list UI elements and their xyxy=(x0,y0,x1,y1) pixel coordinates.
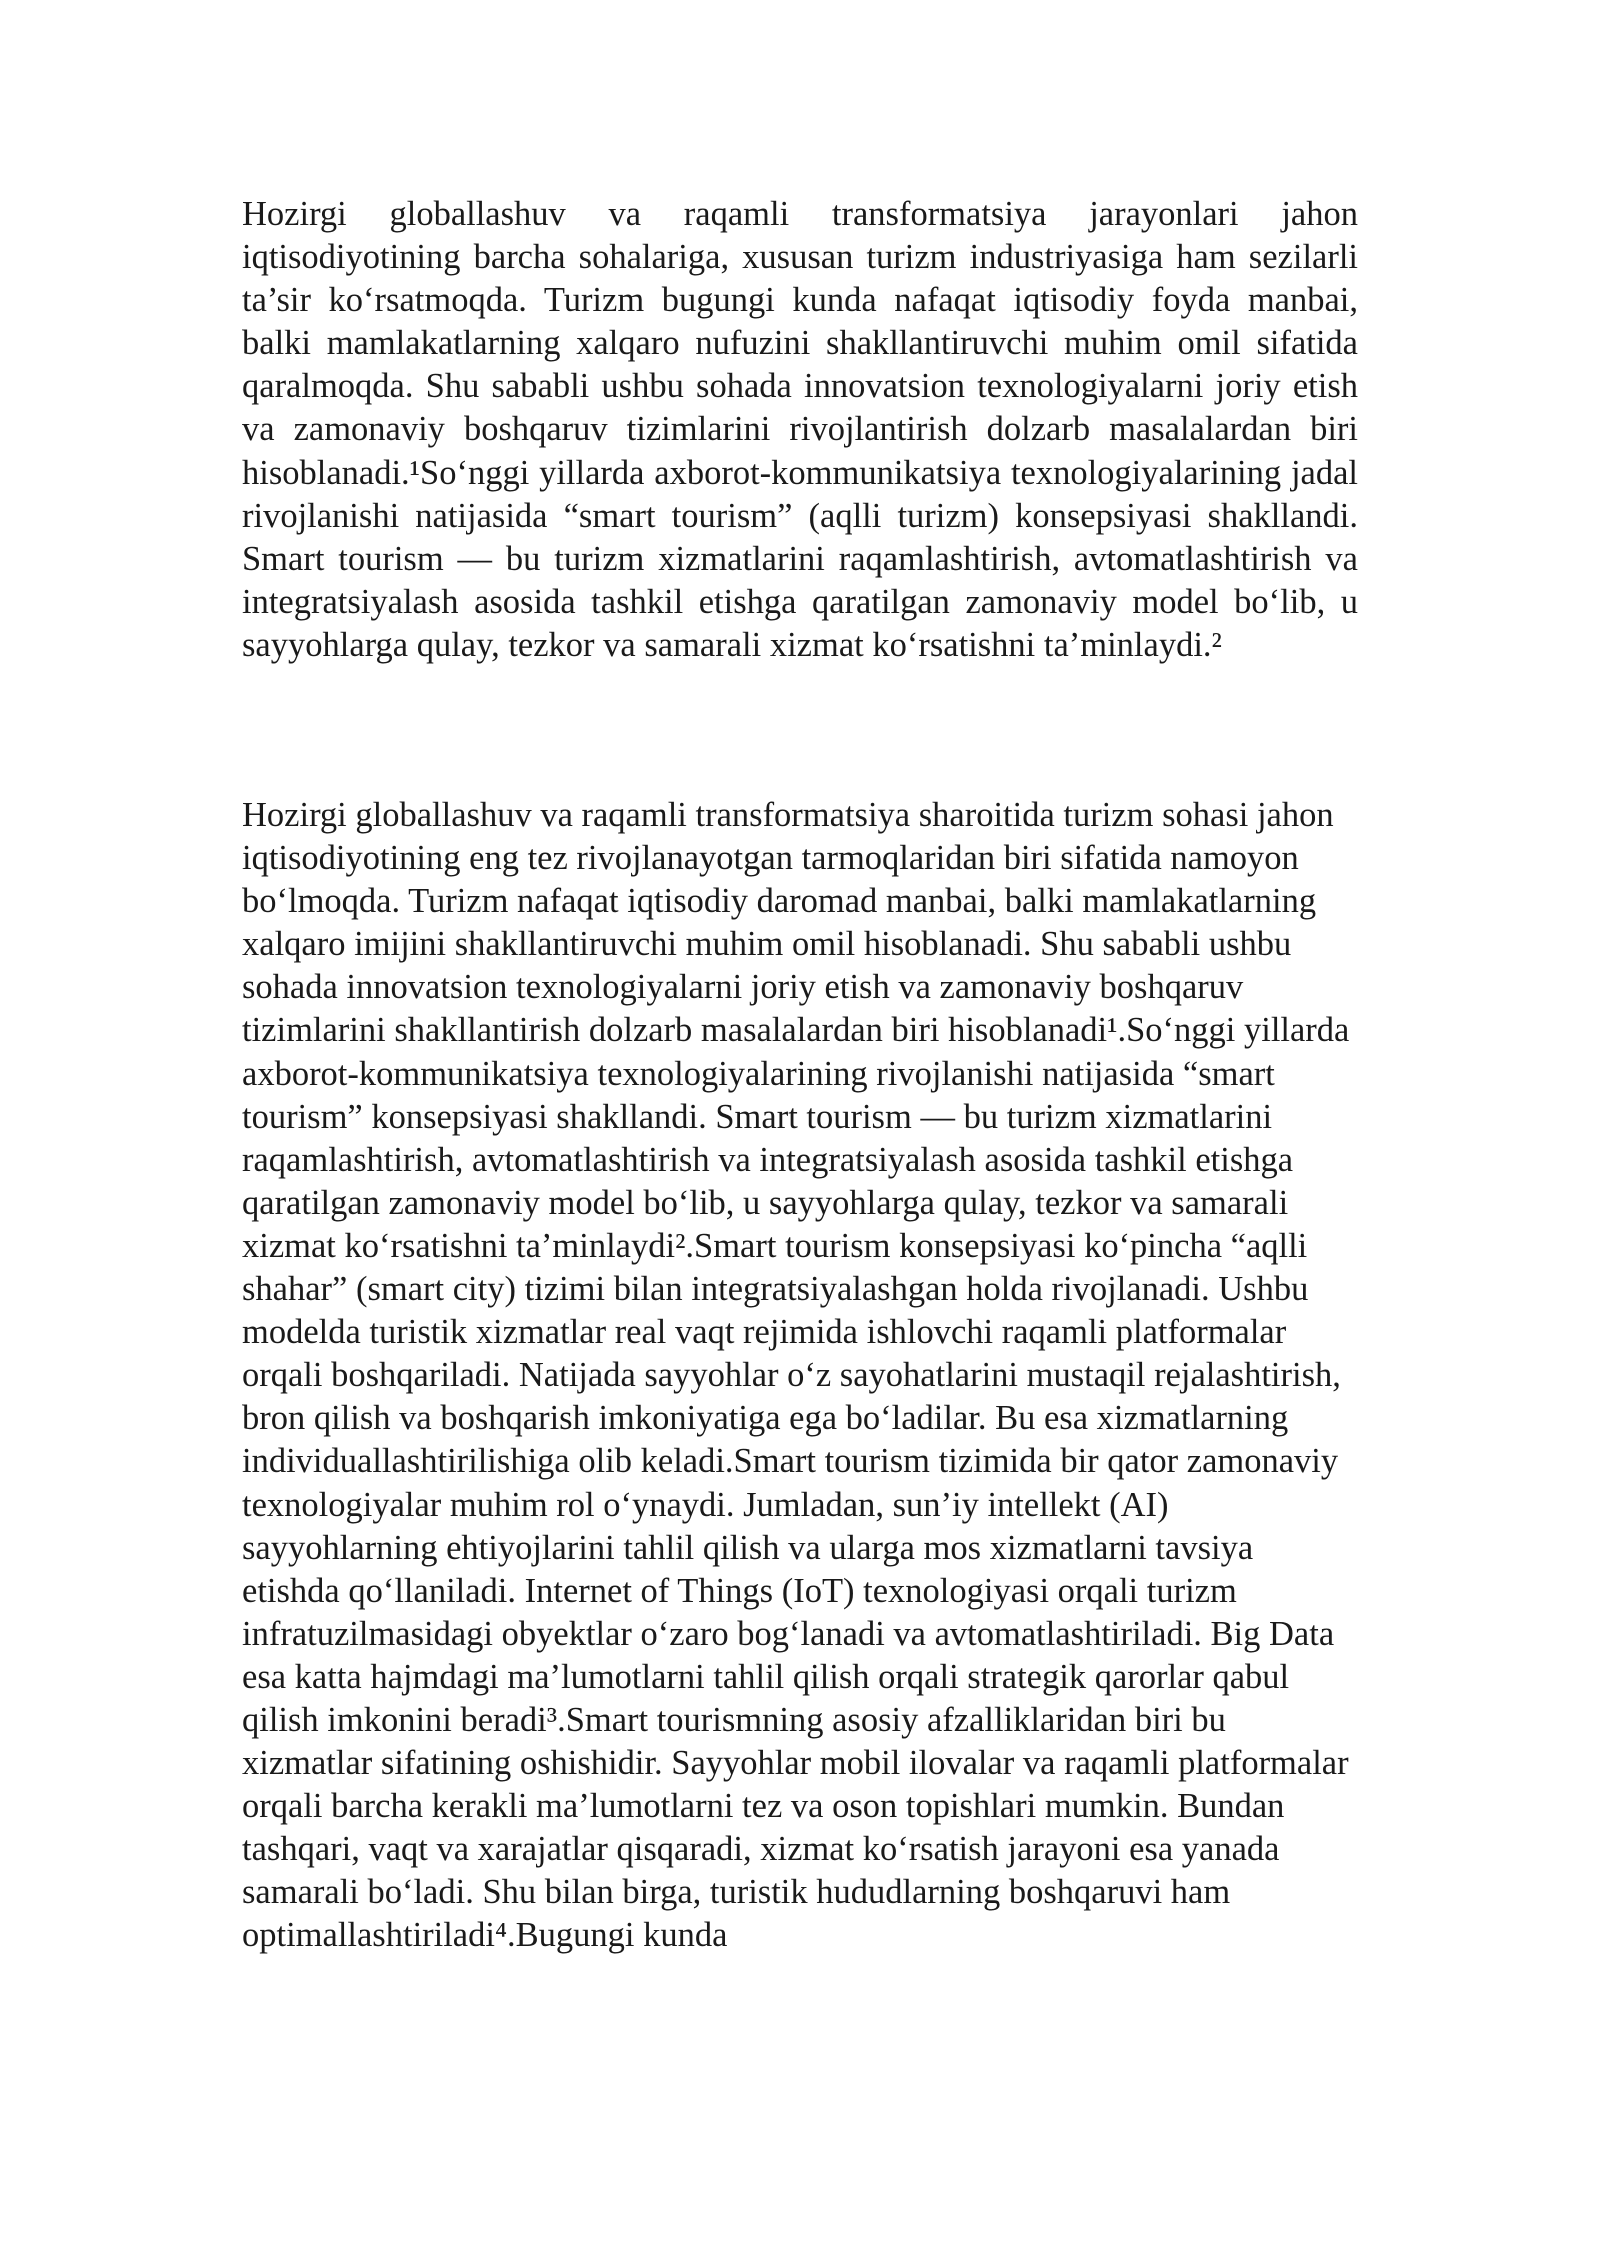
paragraph-intro: Hozirgi globallashuv va raqamli transformatsiya jarayonlari jahon iqtisodiyotining barcha sohalariga, xususan turizm industriyasiga ham sezilarli ta’sir ko‘rsatmoqda. Turizm bugungi kunda nafaqat iqtisodiy foyda manbai, balki mamlakatlarning xalqaro nufuzini shakllantiruvchi muhim omil sifatida qaralmoqda. Shu sababli ushbu sohada innovatsion texnologiyalarni joriy etish va zamonaviy boshqaruv tizimlarini rivojlantirish dolzarb masalalardan biri hisoblanadi.¹So‘nggi yillarda axborot-kommunikatsiya texnologiyalarining jadal rivojlanishi natijasida “smart tourism” (aqlli turizm) konsepsiyasi shakllandi. Smart tourism — bu turizm xizmatlarini raqamlashtirish, avtomatlashtirish va integratsiyalash asosida tashkil etishga qaratilgan zamonaviy model bo‘lib, u sayyohlarga qulay, tezkor va samarali xizmat ko‘rsatishni ta’minlaydi.² xyxy=(242,195,1358,664)
paragraph-main: Hozirgi globallashuv va raqamli transformatsiya sharoitida turizm sohasi jahon iqtisodiyotining eng tez rivojlanayotgan tarmoqlaridan biri sifatida namoyon bo‘lmoqda. Turizm nafaqat iqtisodiy daromad manbai, balki mamlakatlarning xalqaro imijini shakllantiruvchi muhim omil hisoblanadi. Shu sababli ushbu sohada innovatsion texnologiyalarni joriy etish va zamonaviy boshqaruv tizimlarini shakllantirish dolzarb masalalardan biri hisoblanadi¹.So‘nggi yillarda axborot-kommunikatsiya texnologiyalarining rivojlanishi natijasida “smart tourism” konsepsiyasi shakllandi. Smart tourism — bu turizm xizmatlarini raqamlashtirish, avtomatlashtirish va integratsiyalash asosida tashkil etishga qaratilgan zamonaviy model bo‘lib, u sayyohlarga qulay, tezkor va samarali xizmat ko‘rsatishni ta’minlaydi².Smart tourism konsepsiyasi ko‘pincha “aqlli shahar” (smart city) tizimi bilan integratsiyalashgan holda rivojlanadi. Ushbu modelda turistik xizmatlar real vaqt rejimida ishlovchi raqamli platformalar orqali boshqariladi. Natijada sayyohlar o‘z sayohatlarini mustaqil rejalashtirish, bron qilish va boshqarish imkoniyatiga ega bo‘ladilar. Bu esa xizmatlarning individuallashtirilishiga olib keladi.Smart tourism tizimida bir qator zamonaviy texnologiyalar muhim rol o‘ynaydi. Jumladan, sun’iy intellekt (AI) sayyohlarning ehtiyojlarini tahlil qilish va ularga mos xizmatlarni tavsiya etishda qo‘llaniladi. Internet of Things (IoT) texnologiyasi orqali turizm infratuzilmasidagi obyektlar o‘zaro bog‘lanadi va avtomatlashtiriladi. Big Data esa katta hajmdagi ma’lumotlarni tahlil qilish orqali strategik qarorlar qabul qilish imkonini beradi³.Smart tourismning asosiy afzalliklaridan biri bu xizmatlar sifatining oshishidir. Sayyohlar mobil ilovalar va raqamli platformalar orqali barcha kerakli ma’lumotlarni tez va oson topishlari mumkin. Bundan tashqari, vaqt va xarajatlar qisqaradi, xizmat ko‘rsatish jarayoni esa yanada samarali bo‘ladi. Shu bilan birga, turistik hududlarning boshqaruvi ham optimallashtiriladi⁴.Bugungi kunda xyxy=(242,796,1350,1955)
